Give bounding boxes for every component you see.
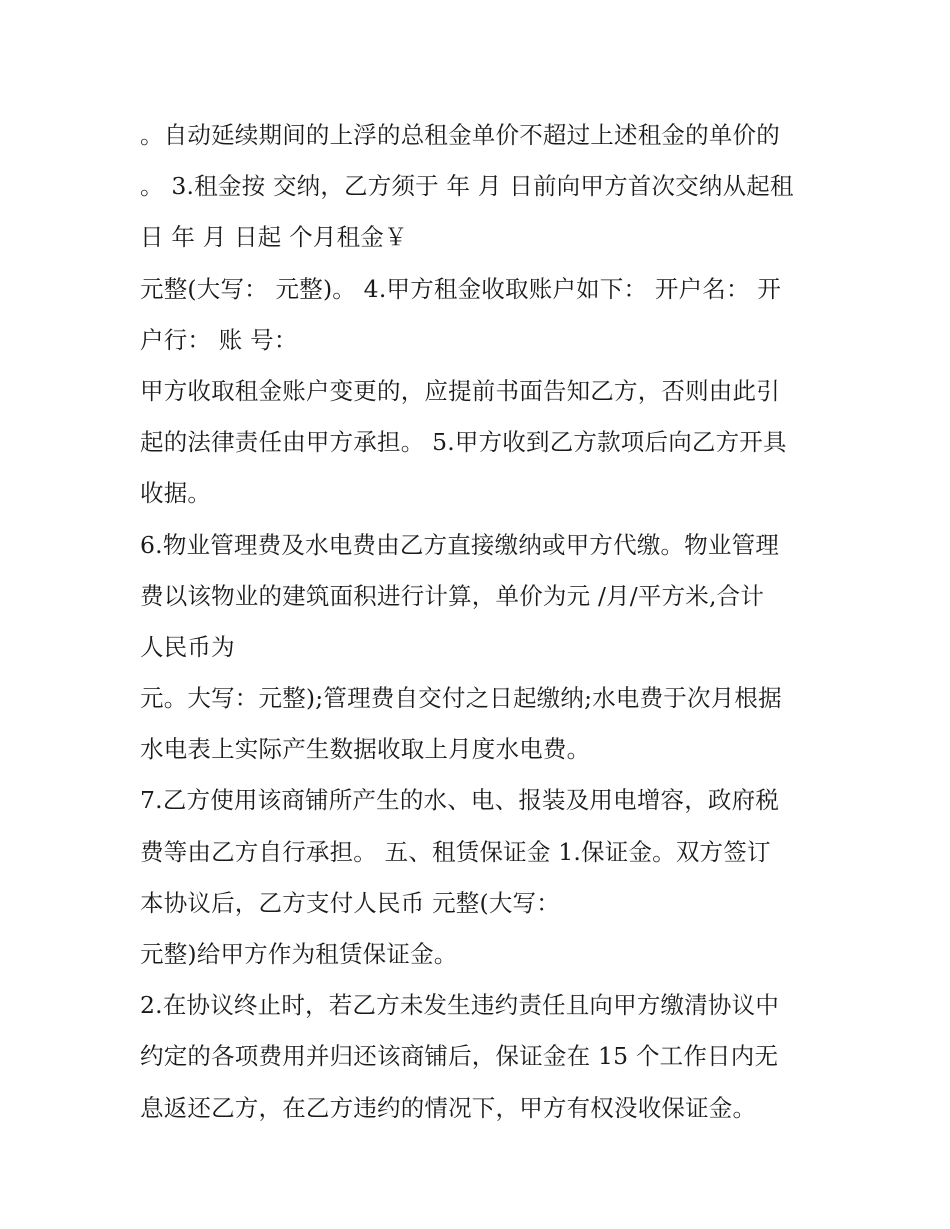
text-line: 2.在协议终止时，若乙方未发生违约责任且向甲方缴清协议中 (140, 991, 780, 1020)
text-line: 人民币为 (140, 632, 235, 661)
text-line: 约定的各项费用并归还该商铺后，保证金在 15 个工作日内无 (140, 1042, 779, 1071)
contract-body-text (140, 110, 830, 1134)
text-line: 甲方收取租金账户变更的，应提前书面告知乙方，否则由此引 (140, 376, 780, 405)
text-line: 元整(大写： 元整)。 4.甲方租金收取账户如下： 开户名： 开 (140, 274, 782, 303)
text-line: 费以该物业的建筑面积进行计算，单价为元 /月/平方米,合计 (140, 581, 765, 610)
text-line: 起的法律责任由甲方承担。 5.甲方收到乙方款项后向乙方开具 (140, 428, 787, 457)
text-line: 户行： 账 号： (140, 325, 298, 354)
text-line: 。自动延续期间的上浮的总租金单价不超过上述租金的单价的 (140, 121, 780, 149)
text-line: 本协议后，乙方支付人民币 元整(大写： (140, 888, 560, 917)
text-line: 日 年 月 日起 个月租金￥ (140, 223, 408, 252)
text-line: 收据。 (140, 479, 212, 508)
text-line: 元整)给甲方作为租赁保证金。 (140, 940, 458, 968)
text-line: 费等由乙方自行承担。 五、租赁保证金 1.保证金。双方签订 (140, 837, 771, 866)
text-line: 。 3.租金按 交纳，乙方须于 年 月 日前向甲方首次交纳从起租 (140, 172, 794, 201)
text-line: 元。大写：元整);管理费自交付之日起缴纳;水电费于次月根据 (140, 684, 782, 713)
text-line: 水电表上实际产生数据收取上月度水电费。 (140, 735, 591, 764)
text-line: 息返还乙方，在乙方违约的情况下，甲方有权没收保证金。 (140, 1093, 757, 1122)
text-line: 6.物业管理费及水电费由乙方直接缴纳或甲方代缴。物业管理 (140, 530, 780, 559)
text-line: 7.乙方使用该商铺所产生的水、电、报装及用电增容，政府税 (140, 786, 780, 815)
